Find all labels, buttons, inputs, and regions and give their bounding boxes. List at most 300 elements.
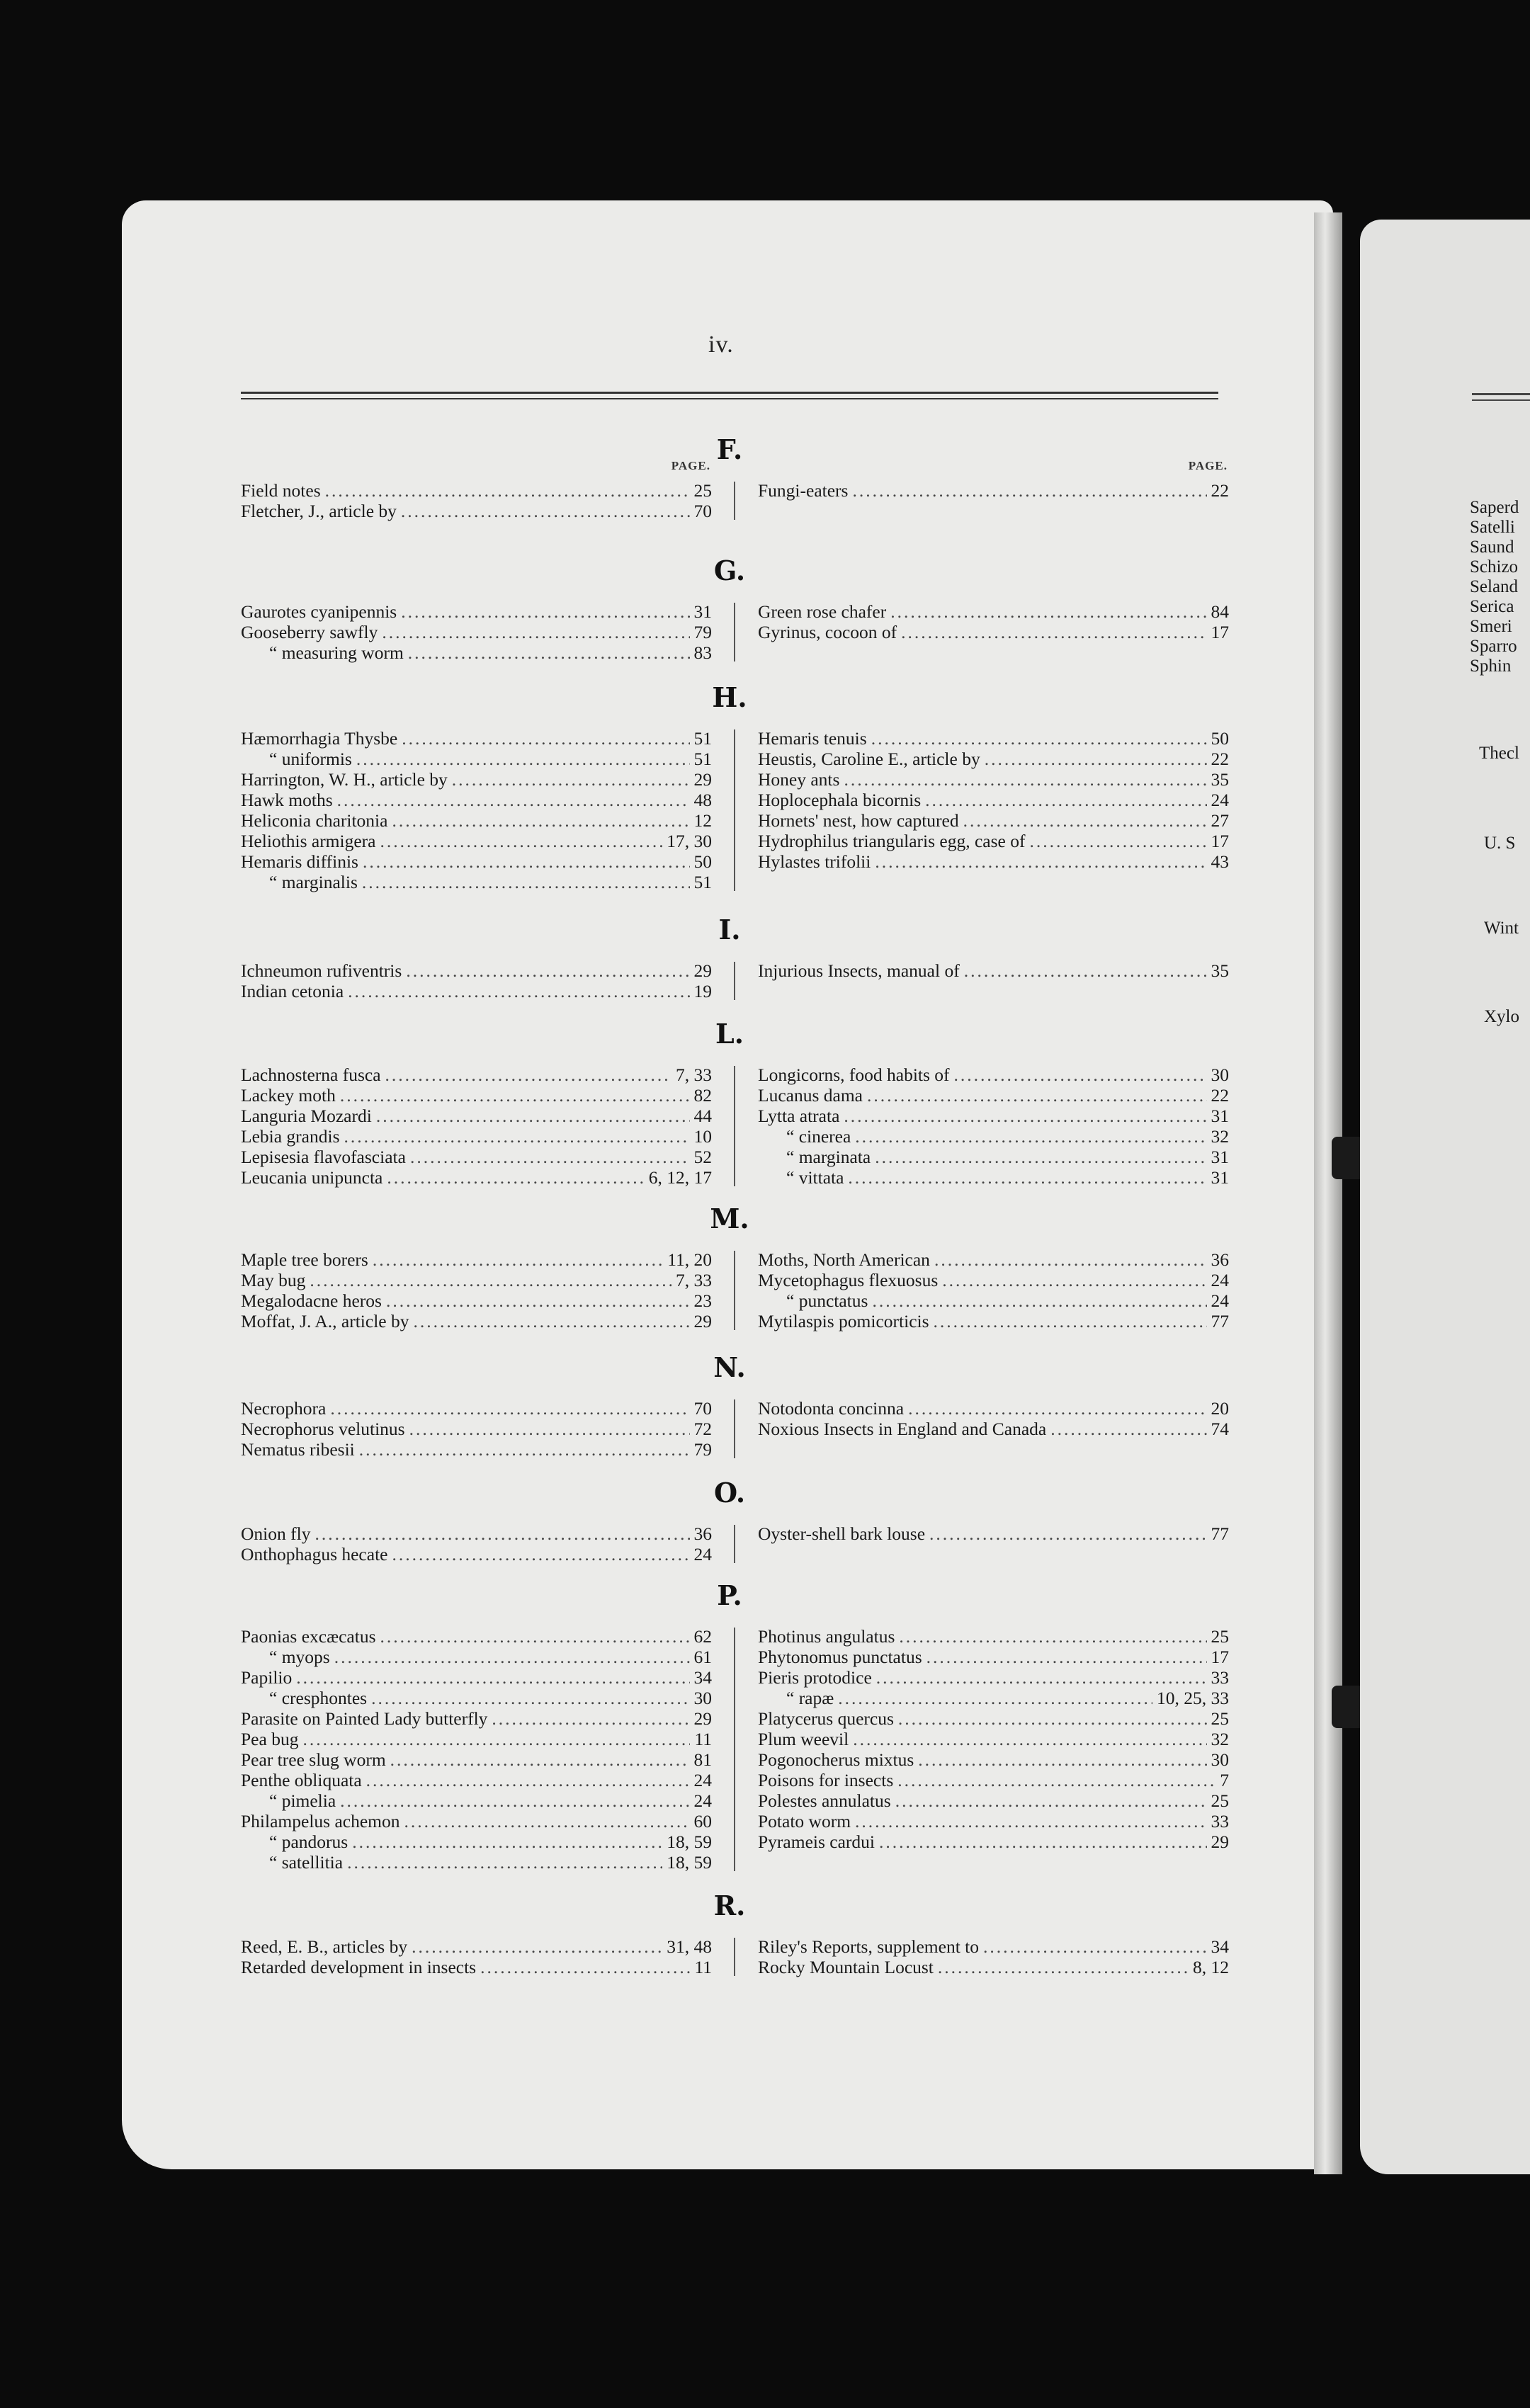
entry-page: 51 <box>693 872 712 892</box>
dot-leader <box>385 1064 672 1085</box>
entry-title: Indian cetonia <box>241 981 344 1001</box>
index-entry <box>758 1147 1229 1167</box>
dot-leader <box>392 1544 689 1564</box>
entry-page: 29 <box>693 1311 712 1331</box>
index-column-left <box>241 601 712 663</box>
index-entry <box>758 1085 1229 1106</box>
dot-leader <box>1050 1419 1206 1439</box>
dot-leader <box>983 1936 1207 1957</box>
index-entry <box>758 1647 1229 1667</box>
entry-page: 19 <box>693 981 712 1001</box>
index-entry <box>241 1106 712 1126</box>
entry-title: “ marginata <box>786 1147 871 1167</box>
entry-title: May bug <box>241 1270 306 1290</box>
entry-page: 81 <box>693 1749 712 1770</box>
entry-title: Pea bug <box>241 1729 299 1749</box>
index-column-right <box>758 1626 1229 1852</box>
facing-page-word: Sphin <box>1470 657 1512 676</box>
entry-title: Plum weevil <box>758 1729 849 1749</box>
dot-leader <box>356 749 690 769</box>
entry-title: Noxious Insects in England and Canada <box>758 1419 1047 1439</box>
entry-page: 79 <box>693 1439 712 1460</box>
dot-leader <box>404 1811 690 1831</box>
index-entry <box>758 769 1229 790</box>
index-entry <box>241 1647 712 1667</box>
dot-leader <box>314 1523 689 1544</box>
facing-page-word: Sparro <box>1470 637 1517 656</box>
entry-page: 32 <box>1211 1729 1229 1749</box>
index-entry <box>758 1688 1229 1708</box>
dot-leader <box>848 1167 1206 1188</box>
dot-leader <box>380 1626 690 1647</box>
index-column-left <box>241 960 712 1001</box>
entry-page: 36 <box>693 1523 712 1544</box>
index-entry <box>758 601 1229 622</box>
entry-page: 74 <box>1211 1419 1229 1439</box>
entry-title: Pyrameis cardui <box>758 1831 875 1852</box>
index-entry <box>241 1770 712 1790</box>
index-column-left <box>241 1064 712 1188</box>
dot-leader <box>898 1708 1207 1729</box>
header-rule <box>241 398 1218 399</box>
facing-page-rule <box>1472 393 1530 395</box>
entry-title: Lytta atrata <box>758 1106 840 1126</box>
facing-page-word: Saund <box>1470 538 1514 557</box>
index-column-left <box>241 1398 712 1460</box>
entry-page: 33 <box>1211 1811 1229 1831</box>
index-column-right <box>758 1936 1229 1977</box>
dot-leader <box>899 1626 1206 1647</box>
dot-leader <box>964 960 1207 981</box>
dot-leader <box>348 981 689 1001</box>
column-divider <box>734 603 735 661</box>
entry-title: Rocky Mountain Locust <box>758 1957 934 1977</box>
entry-title: Necrophora <box>241 1398 327 1419</box>
entry-page: 24 <box>1211 790 1229 810</box>
index-entry <box>241 1290 712 1311</box>
entry-page: 35 <box>1211 769 1229 790</box>
facing-page-word: U. S <box>1484 834 1516 853</box>
index-entry <box>241 601 712 622</box>
column-divider <box>734 482 735 520</box>
dot-leader <box>929 1523 1206 1544</box>
entry-page: 18, 59 <box>667 1831 712 1852</box>
index-column-right <box>758 1249 1229 1331</box>
column-divider <box>734 1938 735 1976</box>
index-entry <box>758 1957 1229 1977</box>
entry-title: “ rapæ <box>786 1688 834 1708</box>
index-entry <box>758 1770 1229 1790</box>
entry-page: 48 <box>693 790 712 810</box>
index-column-right <box>758 1064 1229 1188</box>
entry-page: 50 <box>693 851 712 872</box>
dot-leader <box>852 480 1206 501</box>
facing-page-word: Satelli <box>1470 518 1515 537</box>
entry-title: Platycerus quercus <box>758 1708 894 1729</box>
entry-page: 24 <box>1211 1290 1229 1311</box>
dot-leader <box>871 728 1207 749</box>
index-entry <box>241 1398 712 1419</box>
index-entry <box>241 1085 712 1106</box>
index-entry <box>241 1147 712 1167</box>
entry-page: 83 <box>693 642 712 663</box>
dot-leader <box>406 960 689 981</box>
index-entry <box>241 1688 712 1708</box>
book-spine <box>1314 212 1342 2174</box>
entry-title: Hydrophilus triangularis egg, case of <box>758 831 1026 851</box>
dot-leader <box>954 1064 1207 1085</box>
dot-leader <box>908 1398 1206 1419</box>
entry-page: 22 <box>1211 1085 1229 1106</box>
index-entry <box>241 1523 712 1544</box>
index-entry <box>758 790 1229 810</box>
dot-leader <box>330 1398 689 1419</box>
index-column-right <box>758 728 1229 872</box>
index-column-left <box>241 1936 712 1977</box>
dot-leader <box>401 501 690 521</box>
dot-leader <box>926 1647 1207 1667</box>
entry-page: 62 <box>693 1626 712 1647</box>
entry-title: Parasite on Painted Lady butterfly <box>241 1708 488 1729</box>
column-divider <box>734 962 735 1000</box>
entry-title: “ punctatus <box>786 1290 868 1311</box>
dot-leader <box>925 790 1206 810</box>
index-entry <box>241 1811 712 1831</box>
dot-leader <box>879 1831 1207 1852</box>
index-entry <box>758 1936 1229 1957</box>
index-entry <box>241 1270 712 1290</box>
index-entry <box>758 1811 1229 1831</box>
section-letter: L. <box>715 1018 744 1050</box>
index-entry <box>241 960 712 981</box>
index-column-left <box>241 1523 712 1564</box>
entry-page: 61 <box>693 1647 712 1667</box>
dot-leader <box>412 1936 662 1957</box>
entry-title: Hylastes trifolii <box>758 851 871 872</box>
dot-leader <box>296 1667 689 1688</box>
entry-title: Pieris protodice <box>758 1667 872 1688</box>
index-entry <box>241 1167 712 1188</box>
index-entry <box>241 981 712 1001</box>
dot-leader <box>867 1085 1207 1106</box>
index-entry <box>241 1936 712 1957</box>
entry-page: 31 <box>1211 1106 1229 1126</box>
entry-page: 7, 33 <box>676 1270 712 1290</box>
dot-leader <box>408 642 690 663</box>
index-entry <box>758 1790 1229 1811</box>
index-entry <box>241 1790 712 1811</box>
entry-page: 10 <box>693 1126 712 1147</box>
index-entry <box>758 622 1229 642</box>
column-divider <box>734 1066 735 1186</box>
dot-leader <box>963 810 1207 831</box>
entry-page: 30 <box>693 1688 712 1708</box>
entry-title: Notodonta concinna <box>758 1398 905 1419</box>
entry-title: Gyrinus, cocoon of <box>758 622 897 642</box>
dot-leader <box>344 1126 690 1147</box>
entry-title: Moths, North American <box>758 1249 930 1270</box>
index-entry <box>241 831 712 851</box>
entry-page: 22 <box>1211 749 1229 769</box>
entry-page: 29 <box>693 1708 712 1729</box>
entry-title: Lepisesia flavofasciata <box>241 1147 406 1167</box>
dot-leader <box>452 769 690 790</box>
page-column-label: PAGE. <box>671 459 710 472</box>
index-entry <box>241 1064 712 1085</box>
dot-leader <box>492 1708 689 1729</box>
entry-page: 31, 48 <box>667 1936 712 1957</box>
index-entry <box>241 1852 712 1873</box>
entry-title: Field notes <box>241 480 321 501</box>
dot-leader <box>413 1311 689 1331</box>
entry-page: 29 <box>693 960 712 981</box>
entry-title: Hemaris tenuis <box>758 728 867 749</box>
index-entry <box>758 728 1229 749</box>
entry-title: Retarded development in insects <box>241 1957 477 1977</box>
entry-title: Photinus angulatus <box>758 1626 895 1647</box>
entry-page: 51 <box>693 749 712 769</box>
entry-title: Leucania unipuncta <box>241 1167 383 1188</box>
entry-page: 29 <box>693 769 712 790</box>
entry-page: 29 <box>1211 1831 1229 1852</box>
index-entry <box>241 1419 712 1439</box>
dot-leader <box>897 1770 1216 1790</box>
section-letter: R. <box>713 1890 746 1921</box>
dot-leader <box>901 622 1206 642</box>
dot-leader <box>334 1647 690 1667</box>
entry-title: Onthophagus hecate <box>241 1544 388 1564</box>
dot-leader <box>410 1147 690 1167</box>
entry-page: 17 <box>1211 622 1229 642</box>
dot-leader <box>942 1270 1206 1290</box>
dot-leader <box>390 1749 690 1770</box>
entry-page: 77 <box>1211 1523 1229 1544</box>
page-number: iv. <box>708 331 734 358</box>
dot-leader <box>853 1729 1206 1749</box>
dot-leader <box>844 1106 1206 1126</box>
entry-title: Gaurotes cyanipennis <box>241 601 397 622</box>
dot-leader <box>325 480 690 501</box>
entry-title: Mytilaspis pomicorticis <box>758 1311 929 1331</box>
section-letter: F. <box>716 433 743 465</box>
facing-page-word: Serica <box>1470 597 1514 616</box>
index-entry <box>758 960 1229 981</box>
dot-leader <box>376 1106 690 1126</box>
entry-page: 50 <box>1211 728 1229 749</box>
index-entry <box>758 1708 1229 1729</box>
entry-page: 27 <box>1211 810 1229 831</box>
dot-leader <box>340 1085 690 1106</box>
entry-title: Heliconia charitonia <box>241 810 388 831</box>
entry-page: 10, 25, 33 <box>1157 1688 1229 1708</box>
entry-title: “ satellitia <box>269 1852 344 1873</box>
entry-page: 77 <box>1211 1311 1229 1331</box>
dot-leader <box>347 1852 662 1873</box>
entry-page: 8, 12 <box>1193 1957 1229 1977</box>
entry-title: Hawk moths <box>241 790 333 810</box>
entry-page: 11 <box>694 1957 712 1977</box>
index-column-right <box>758 1398 1229 1439</box>
index-entry <box>758 749 1229 769</box>
entry-page: 79 <box>693 622 712 642</box>
dot-leader <box>382 622 689 642</box>
dot-leader <box>938 1957 1189 1977</box>
entry-title: “ pimelia <box>269 1790 336 1811</box>
index-entry <box>241 1708 712 1729</box>
entry-title: Papilio <box>241 1667 293 1688</box>
entry-title: Longicorns, food habits of <box>758 1064 950 1085</box>
entry-title: Philampelus achemon <box>241 1811 400 1831</box>
index-entry <box>241 749 712 769</box>
index-entry <box>241 769 712 790</box>
header-rule <box>241 392 1218 394</box>
entry-page: 31 <box>693 601 712 622</box>
index-entry <box>758 851 1229 872</box>
dot-leader <box>371 1688 689 1708</box>
entry-title: Fletcher, J., article by <box>241 501 397 521</box>
index-entry <box>758 1311 1229 1331</box>
entry-page: 31 <box>1211 1147 1229 1167</box>
index-column-left <box>241 1249 712 1331</box>
facing-page-word: Thecl <box>1479 744 1519 763</box>
entry-title: Oyster-shell bark louse <box>758 1523 926 1544</box>
entry-title: Lachnosterna fusca <box>241 1064 381 1085</box>
section-letter: P. <box>717 1579 742 1611</box>
entry-title: “ measuring worm <box>269 642 404 663</box>
index-entry <box>241 1729 712 1749</box>
column-divider <box>734 1399 735 1458</box>
entry-page: 43 <box>1211 851 1229 872</box>
index-entry <box>241 501 712 521</box>
index-column-right <box>758 459 1229 501</box>
entry-page: 44 <box>693 1106 712 1126</box>
index-entry <box>241 1749 712 1770</box>
dot-leader <box>876 1667 1207 1688</box>
dot-leader <box>838 1688 1152 1708</box>
facing-page-word: Xylo <box>1484 1007 1519 1026</box>
index-entry <box>241 1311 712 1331</box>
entry-page: 84 <box>1211 601 1229 622</box>
section-letter: I. <box>718 914 741 945</box>
index-entry <box>758 1126 1229 1147</box>
entry-page: 7 <box>1220 1770 1229 1790</box>
entry-page: 82 <box>693 1085 712 1106</box>
entry-title: Pogonocherus mixtus <box>758 1749 914 1770</box>
dot-leader <box>366 1770 690 1790</box>
index-column-left <box>241 459 712 521</box>
entry-title: “ uniformis <box>269 749 352 769</box>
index-entry <box>241 851 712 872</box>
index-entry <box>241 872 712 892</box>
entry-title: Ichneumon rufiventris <box>241 960 402 981</box>
facing-page-word: Saperd <box>1470 498 1519 517</box>
section-letter: G. <box>713 555 746 586</box>
entry-title: Riley's Reports, supplement to <box>758 1936 979 1957</box>
dot-leader <box>340 1790 689 1811</box>
column-divider <box>734 1628 735 1871</box>
dot-leader <box>872 1290 1206 1311</box>
entry-title: Lucanus dama <box>758 1085 863 1106</box>
dot-leader <box>844 769 1206 790</box>
dot-leader <box>985 749 1207 769</box>
entry-title: Honey ants <box>758 769 840 790</box>
entry-title: Languria Mozardi <box>241 1106 372 1126</box>
entry-title: Gooseberry sawfly <box>241 622 378 642</box>
entry-page: 20 <box>1211 1398 1229 1419</box>
entry-page: 70 <box>693 1398 712 1419</box>
entry-title: Nematus ribesii <box>241 1439 355 1460</box>
dot-leader <box>310 1270 672 1290</box>
index-entry <box>758 1249 1229 1270</box>
entry-title: Hoplocephala bicornis <box>758 790 922 810</box>
index-column-right <box>758 1523 1229 1544</box>
entry-page: 35 <box>1211 960 1229 981</box>
entry-page: 17 <box>1211 831 1229 851</box>
entry-title: Lebia grandis <box>241 1126 340 1147</box>
dot-leader <box>363 851 690 872</box>
entry-page: 33 <box>1211 1667 1229 1688</box>
index-entry <box>241 810 712 831</box>
entry-title: Injurious Insects, manual of <box>758 960 960 981</box>
entry-page: 25 <box>1211 1708 1229 1729</box>
entry-title: Reed, E. B., articles by <box>241 1936 408 1957</box>
entry-page: 23 <box>693 1290 712 1311</box>
index-entry <box>241 728 712 749</box>
entry-page: 34 <box>1211 1936 1229 1957</box>
entry-title: Lackey moth <box>241 1085 336 1106</box>
index-entry <box>241 1831 712 1852</box>
entry-title: Onion fly <box>241 1523 311 1544</box>
entry-page: 24 <box>693 1544 712 1564</box>
section-letter: H. <box>712 681 747 713</box>
entry-title: Heustis, Caroline E., article by <box>758 749 980 769</box>
index-entry <box>758 1290 1229 1311</box>
index-entry <box>758 1064 1229 1085</box>
entry-title: Polestes annulatus <box>758 1790 891 1811</box>
entry-page: 24 <box>1211 1270 1229 1290</box>
index-entry <box>758 1626 1229 1647</box>
index-column-left <box>241 728 712 892</box>
index-entry <box>241 622 712 642</box>
column-divider <box>734 1251 735 1330</box>
dot-leader <box>855 1811 1206 1831</box>
entry-page: 32 <box>1211 1126 1229 1147</box>
index-column-left <box>241 1626 712 1873</box>
section-letter: N. <box>713 1351 746 1383</box>
entry-page: 12 <box>693 810 712 831</box>
index-entry <box>241 1249 712 1270</box>
dot-leader <box>855 1126 1206 1147</box>
index-entry <box>241 1957 712 1977</box>
entry-page: 60 <box>693 1811 712 1831</box>
dot-leader <box>302 1729 690 1749</box>
entry-page: 30 <box>1211 1064 1229 1085</box>
index-entry <box>758 1398 1229 1419</box>
dot-leader <box>401 601 689 622</box>
index-entry <box>758 480 1229 501</box>
index-entry <box>241 1439 712 1460</box>
dot-leader <box>934 1311 1207 1331</box>
entry-page: 24 <box>693 1770 712 1790</box>
dot-leader <box>1029 831 1206 851</box>
index-entry <box>758 1270 1229 1290</box>
section-letter: M. <box>710 1203 749 1234</box>
dot-leader <box>480 1957 690 1977</box>
entry-title: “ cinerea <box>786 1126 851 1147</box>
entry-title: Phytonomus punctatus <box>758 1647 922 1667</box>
index-entry <box>758 1106 1229 1126</box>
index-entry <box>241 1126 712 1147</box>
